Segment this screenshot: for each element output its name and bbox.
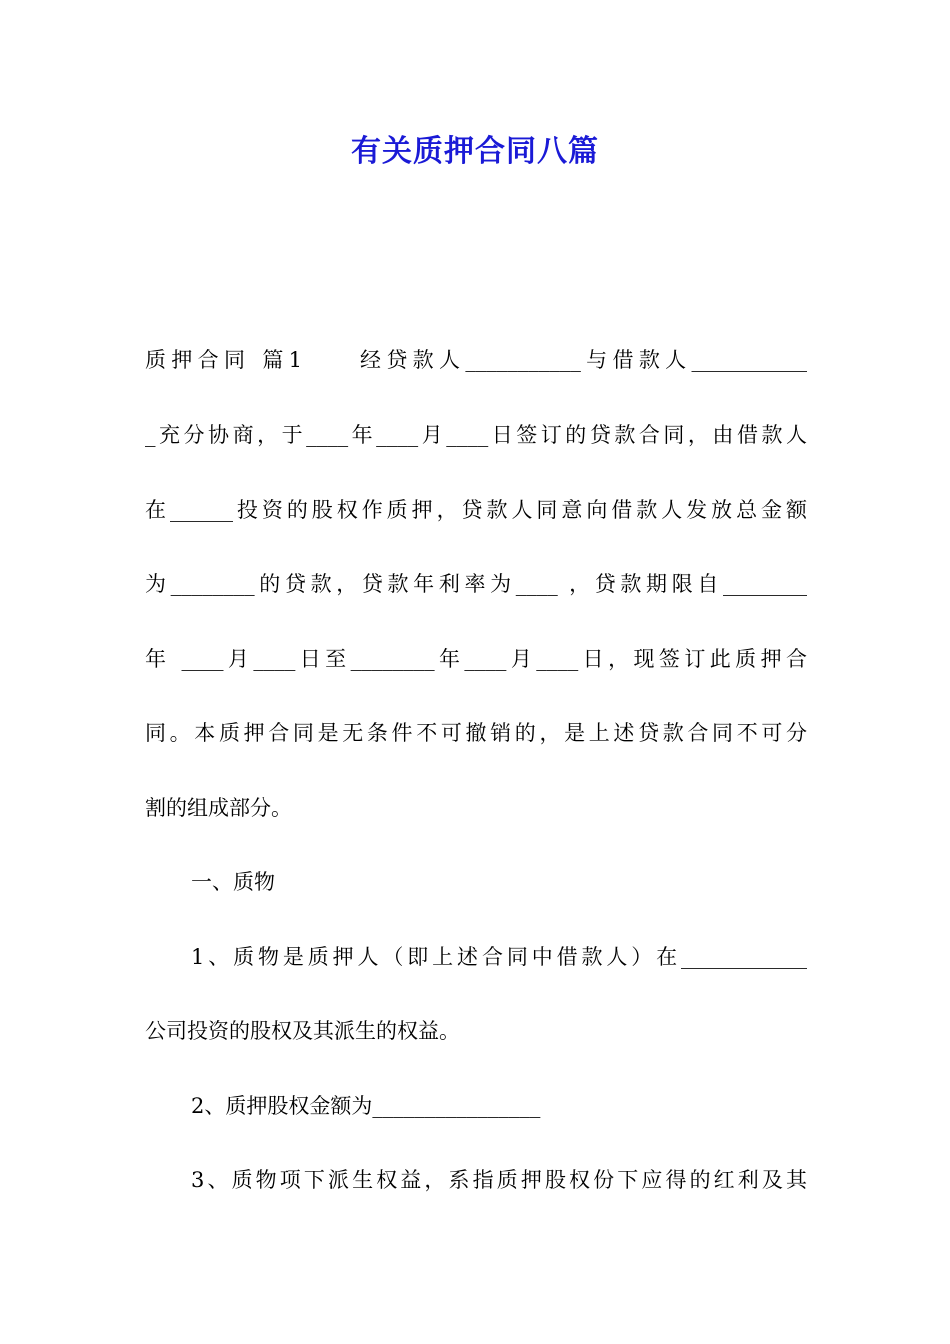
body-line: 割的组成部分。 (145, 796, 292, 820)
section-heading: 一、质物 (191, 870, 275, 894)
body-line: 质押合同 篇1 经贷款人___________与借款人___________ (145, 348, 807, 372)
clause-line: 公司投资的股权及其派生的权益。 (145, 1019, 460, 1043)
body-line: 在______投资的股权作质押，贷款人同意向借款人发放总金额 (145, 498, 807, 522)
body-line: 为________的贷款，贷款年利率为____ ，贷款期限自________ (145, 572, 807, 596)
document-title: 有关质押合同八篇 (351, 134, 599, 169)
clause-line: 1、质物是质押人（即上述合同中借款人）在____________ (191, 945, 807, 969)
body-line: 年 ____月____日至________年____月____日，现签订此质押合 (145, 647, 807, 671)
body-line: _充分协商，于____年____月____日签订的贷款合同，由借款人 (145, 423, 807, 447)
clause-line: 2、质押股权金额为________________ (191, 1094, 541, 1118)
body-line: 同。本质押合同是无条件不可撤销的，是上述贷款合同不可分 (145, 721, 807, 745)
clause-line: 3、质物项下派生权益，系指质押股权份下应得的红利及其 (191, 1168, 807, 1192)
